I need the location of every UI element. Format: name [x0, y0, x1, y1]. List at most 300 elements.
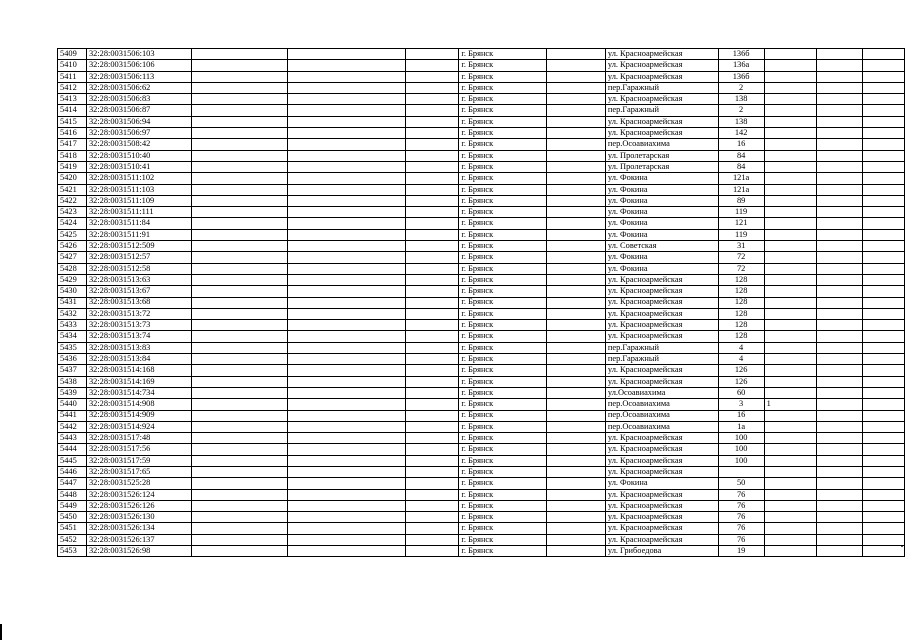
- city-cell: г. Брянск: [459, 308, 547, 319]
- empty-cell: [817, 466, 863, 477]
- empty-cell: [191, 229, 288, 240]
- empty-cell: [547, 534, 606, 545]
- empty-cell: [405, 184, 459, 195]
- empty-cell: [547, 421, 606, 432]
- empty-cell: [817, 263, 863, 274]
- house-number-cell: 4: [718, 354, 764, 365]
- extra-cell: [764, 229, 817, 240]
- empty-cell: [288, 241, 405, 252]
- house-number-cell: 4: [718, 342, 764, 353]
- empty-cell: [405, 534, 459, 545]
- empty-cell: [817, 308, 863, 319]
- street-cell: ул. Красноармейская: [605, 500, 718, 511]
- empty-cell: [191, 410, 288, 421]
- empty-cell: [863, 274, 905, 285]
- row-number-cell: 5426: [58, 241, 87, 252]
- empty-cell: [863, 546, 905, 557]
- city-cell: г. Брянск: [459, 444, 547, 455]
- city-cell: г. Брянск: [459, 105, 547, 116]
- table-row: [58, 150, 905, 161]
- empty-cell: [191, 444, 288, 455]
- street-cell: ул. Красноармейская: [605, 444, 718, 455]
- extra-cell: [764, 433, 817, 444]
- extra-cell: [764, 410, 817, 421]
- table-row: [58, 546, 905, 557]
- cadastral-number-cell: 32:28:0031514:169: [86, 376, 191, 387]
- empty-cell: [191, 286, 288, 297]
- empty-cell: [547, 297, 606, 308]
- empty-cell: [288, 161, 405, 172]
- empty-cell: [191, 342, 288, 353]
- table-row: [58, 207, 905, 218]
- empty-cell: [863, 433, 905, 444]
- street-cell: ул. Красноармейская: [605, 49, 718, 60]
- house-number-cell: 72: [718, 263, 764, 274]
- empty-cell: [191, 308, 288, 319]
- empty-cell: [817, 150, 863, 161]
- house-number-cell: 3: [718, 399, 764, 410]
- empty-cell: [405, 116, 459, 127]
- row-number-cell: 5449: [58, 500, 87, 511]
- house-number-cell: 1а: [718, 421, 764, 432]
- cadastral-number-cell: 32:28:0031526:137: [86, 534, 191, 545]
- street-cell: ул. Фокина: [605, 173, 718, 184]
- city-cell: г. Брянск: [459, 82, 547, 93]
- table-row: [58, 82, 905, 93]
- house-number-cell: [718, 466, 764, 477]
- cadastral-number-cell: 32:28:0031526:124: [86, 489, 191, 500]
- empty-cell: [817, 500, 863, 511]
- cadastral-number-cell: 32:28:0031513:73: [86, 320, 191, 331]
- cadastral-number-cell: 32:28:0031513:84: [86, 354, 191, 365]
- cadastral-number-cell: 32:28:0031506:97: [86, 128, 191, 139]
- house-number-cell: 60: [718, 387, 764, 398]
- empty-cell: [405, 139, 459, 150]
- row-number-cell: 5450: [58, 512, 87, 523]
- empty-cell: [405, 410, 459, 421]
- table-row: [58, 218, 905, 229]
- empty-cell: [288, 195, 405, 206]
- empty-cell: [405, 150, 459, 161]
- empty-cell: [817, 512, 863, 523]
- row-number-cell: 5423: [58, 207, 87, 218]
- empty-cell: [191, 82, 288, 93]
- empty-cell: [863, 399, 905, 410]
- empty-cell: [191, 161, 288, 172]
- extra-cell: [764, 478, 817, 489]
- empty-cell: [863, 286, 905, 297]
- street-cell: ул. Красноармейская: [605, 116, 718, 127]
- extra-cell: [764, 308, 817, 319]
- empty-cell: [817, 546, 863, 557]
- table-row: [58, 49, 905, 60]
- cadastral-number-cell: 32:28:0031526:126: [86, 500, 191, 511]
- street-cell: ул. Грибоедова: [605, 546, 718, 557]
- cadastral-number-cell: 32:28:0031513:68: [86, 297, 191, 308]
- cadastral-number-cell: 32:28:0031512:58: [86, 263, 191, 274]
- empty-cell: [547, 342, 606, 353]
- table-row: [58, 342, 905, 353]
- table-row: [58, 478, 905, 489]
- city-cell: г. Брянск: [459, 252, 547, 263]
- extra-cell: [764, 365, 817, 376]
- city-cell: г. Брянск: [459, 433, 547, 444]
- empty-cell: [191, 94, 288, 105]
- extra-cell: [764, 274, 817, 285]
- empty-cell: [863, 354, 905, 365]
- extra-cell: [764, 94, 817, 105]
- street-cell: ул. Красноармейская: [605, 466, 718, 477]
- empty-cell: [288, 49, 405, 60]
- empty-cell: [405, 60, 459, 71]
- cadastral-number-cell: 32:28:0031512:57: [86, 252, 191, 263]
- empty-cell: [288, 116, 405, 127]
- empty-cell: [288, 263, 405, 274]
- city-cell: г. Брянск: [459, 455, 547, 466]
- house-number-cell: 128: [718, 297, 764, 308]
- empty-cell: [547, 71, 606, 82]
- city-cell: г. Брянск: [459, 263, 547, 274]
- empty-cell: [405, 297, 459, 308]
- empty-cell: [405, 354, 459, 365]
- empty-cell: [191, 455, 288, 466]
- table-row: [58, 512, 905, 523]
- empty-cell: [817, 489, 863, 500]
- street-cell: ул. Советская: [605, 241, 718, 252]
- street-cell: ул. Фокина: [605, 218, 718, 229]
- scan-dust-mark: [901, 546, 903, 547]
- city-cell: г. Брянск: [459, 320, 547, 331]
- empty-cell: [817, 478, 863, 489]
- table-row: [58, 60, 905, 71]
- street-cell: пер.Осоавиахима: [605, 410, 718, 421]
- street-cell: пер.Осоавиахима: [605, 421, 718, 432]
- empty-cell: [405, 500, 459, 511]
- empty-cell: [288, 286, 405, 297]
- empty-cell: [405, 433, 459, 444]
- empty-cell: [547, 60, 606, 71]
- empty-cell: [288, 308, 405, 319]
- extra-cell: [764, 139, 817, 150]
- cadastral-number-cell: 32:28:0031506:94: [86, 116, 191, 127]
- table-row: [58, 139, 905, 150]
- table-row: [58, 433, 905, 444]
- empty-cell: [288, 274, 405, 285]
- empty-cell: [547, 207, 606, 218]
- street-cell: ул. Пролетарская: [605, 161, 718, 172]
- row-number-cell: 5441: [58, 410, 87, 421]
- row-number-cell: 5411: [58, 71, 87, 82]
- city-cell: г. Брянск: [459, 184, 547, 195]
- row-number-cell: 5452: [58, 534, 87, 545]
- empty-cell: [817, 523, 863, 534]
- empty-cell: [863, 466, 905, 477]
- row-number-cell: 5451: [58, 523, 87, 534]
- house-number-cell: 119: [718, 229, 764, 240]
- empty-cell: [191, 421, 288, 432]
- house-number-cell: 128: [718, 274, 764, 285]
- empty-cell: [863, 173, 905, 184]
- table-row: [58, 173, 905, 184]
- house-number-cell: 128: [718, 286, 764, 297]
- empty-cell: [288, 297, 405, 308]
- street-cell: ул. Пролетарская: [605, 150, 718, 161]
- cadastral-number-cell: 32:28:0031511:102: [86, 173, 191, 184]
- extra-cell: [764, 241, 817, 252]
- city-cell: г. Брянск: [459, 365, 547, 376]
- empty-cell: [191, 376, 288, 387]
- cadastral-number-cell: 32:28:0031506:113: [86, 71, 191, 82]
- empty-cell: [863, 263, 905, 274]
- empty-cell: [405, 263, 459, 274]
- row-number-cell: 5425: [58, 229, 87, 240]
- empty-cell: [547, 320, 606, 331]
- empty-cell: [288, 252, 405, 263]
- extra-cell: [764, 49, 817, 60]
- empty-cell: [547, 195, 606, 206]
- empty-cell: [547, 489, 606, 500]
- cadastral-number-cell: 32:28:0031517:56: [86, 444, 191, 455]
- city-cell: г. Брянск: [459, 421, 547, 432]
- empty-cell: [288, 218, 405, 229]
- empty-cell: [405, 252, 459, 263]
- table-row: [58, 116, 905, 127]
- row-number-cell: 5432: [58, 308, 87, 319]
- cadastral-number-cell: 32:28:0031514:168: [86, 365, 191, 376]
- empty-cell: [191, 116, 288, 127]
- extra-cell: [764, 263, 817, 274]
- row-number-cell: 5439: [58, 387, 87, 398]
- extra-cell: [764, 331, 817, 342]
- city-cell: г. Брянск: [459, 376, 547, 387]
- empty-cell: [547, 387, 606, 398]
- empty-cell: [547, 252, 606, 263]
- house-number-cell: 76: [718, 512, 764, 523]
- empty-cell: [405, 365, 459, 376]
- empty-cell: [288, 229, 405, 240]
- empty-cell: [288, 365, 405, 376]
- street-cell: ул. Красноармейская: [605, 60, 718, 71]
- empty-cell: [547, 150, 606, 161]
- empty-cell: [405, 308, 459, 319]
- house-number-cell: 142: [718, 128, 764, 139]
- street-cell: ул.Осоавиахима: [605, 387, 718, 398]
- empty-cell: [191, 139, 288, 150]
- empty-cell: [288, 433, 405, 444]
- empty-cell: [863, 308, 905, 319]
- street-cell: ул. Фокина: [605, 184, 718, 195]
- row-number-cell: 5415: [58, 116, 87, 127]
- street-cell: ул. Красноармейская: [605, 433, 718, 444]
- empty-cell: [191, 354, 288, 365]
- empty-cell: [547, 94, 606, 105]
- empty-cell: [863, 195, 905, 206]
- cadastral-number-cell: 32:28:0031514:734: [86, 387, 191, 398]
- city-cell: г. Брянск: [459, 139, 547, 150]
- street-cell: ул. Красноармейская: [605, 455, 718, 466]
- empty-cell: [817, 297, 863, 308]
- empty-cell: [817, 410, 863, 421]
- empty-cell: [191, 105, 288, 116]
- table-row: [58, 308, 905, 319]
- empty-cell: [817, 229, 863, 240]
- city-cell: г. Брянск: [459, 241, 547, 252]
- empty-cell: [817, 387, 863, 398]
- table-body: [58, 49, 905, 557]
- house-number-cell: 126: [718, 376, 764, 387]
- empty-cell: [405, 105, 459, 116]
- city-cell: г. Брянск: [459, 207, 547, 218]
- extra-cell: [764, 512, 817, 523]
- empty-cell: [288, 173, 405, 184]
- extra-cell: [764, 105, 817, 116]
- row-number-cell: 5424: [58, 218, 87, 229]
- cadastral-number-cell: 32:28:0031512:509: [86, 241, 191, 252]
- cadastral-number-cell: 32:28:0031514:924: [86, 421, 191, 432]
- cadastral-number-cell: 32:28:0031514:908: [86, 399, 191, 410]
- street-cell: ул. Красноармейская: [605, 376, 718, 387]
- street-cell: ул. Фокина: [605, 229, 718, 240]
- extra-cell: [764, 455, 817, 466]
- row-number-cell: 5440: [58, 399, 87, 410]
- empty-cell: [191, 60, 288, 71]
- empty-cell: [191, 489, 288, 500]
- table-row: [58, 71, 905, 82]
- house-number-cell: 138: [718, 94, 764, 105]
- street-cell: ул. Фокина: [605, 207, 718, 218]
- cadastral-number-cell: 32:28:0031513:83: [86, 342, 191, 353]
- row-number-cell: 5416: [58, 128, 87, 139]
- empty-cell: [191, 49, 288, 60]
- city-cell: г. Брянск: [459, 71, 547, 82]
- empty-cell: [288, 387, 405, 398]
- street-cell: пер.Гаражный: [605, 105, 718, 116]
- empty-cell: [863, 376, 905, 387]
- empty-cell: [191, 466, 288, 477]
- house-number-cell: 89: [718, 195, 764, 206]
- table-row: [58, 320, 905, 331]
- empty-cell: [863, 116, 905, 127]
- house-number-cell: 100: [718, 433, 764, 444]
- street-cell: ул. Красноармейская: [605, 94, 718, 105]
- cadastral-number-cell: 32:28:0031513:74: [86, 331, 191, 342]
- empty-cell: [817, 139, 863, 150]
- extra-cell: [764, 523, 817, 534]
- empty-cell: [863, 342, 905, 353]
- empty-cell: [547, 105, 606, 116]
- city-cell: г. Брянск: [459, 49, 547, 60]
- empty-cell: [405, 229, 459, 240]
- empty-cell: [288, 105, 405, 116]
- street-cell: ул. Красноармейская: [605, 320, 718, 331]
- empty-cell: [288, 376, 405, 387]
- empty-cell: [288, 466, 405, 477]
- empty-cell: [547, 455, 606, 466]
- empty-cell: [405, 489, 459, 500]
- house-number-cell: 76: [718, 500, 764, 511]
- house-number-cell: 138: [718, 116, 764, 127]
- empty-cell: [191, 534, 288, 545]
- empty-cell: [817, 94, 863, 105]
- empty-cell: [405, 207, 459, 218]
- empty-cell: [405, 320, 459, 331]
- cadastral-number-cell: 32:28:0031508:42: [86, 139, 191, 150]
- empty-cell: [547, 274, 606, 285]
- street-cell: ул. Красноармейская: [605, 274, 718, 285]
- street-cell: ул. Фокина: [605, 195, 718, 206]
- cadastral-number-cell: 32:28:0031506:103: [86, 49, 191, 60]
- empty-cell: [863, 387, 905, 398]
- empty-cell: [405, 478, 459, 489]
- street-cell: ул. Фокина: [605, 263, 718, 274]
- table-row: [58, 286, 905, 297]
- empty-cell: [863, 229, 905, 240]
- empty-cell: [863, 534, 905, 545]
- empty-cell: [863, 444, 905, 455]
- empty-cell: [288, 320, 405, 331]
- house-number-cell: 121а: [718, 173, 764, 184]
- street-cell: пер.Осоавиахима: [605, 139, 718, 150]
- table-row: [58, 444, 905, 455]
- empty-cell: [191, 546, 288, 557]
- cadastral-number-cell: 32:28:0031526:134: [86, 523, 191, 534]
- empty-cell: [405, 455, 459, 466]
- city-cell: г. Брянск: [459, 354, 547, 365]
- empty-cell: [547, 512, 606, 523]
- street-cell: пер.Гаражный: [605, 342, 718, 353]
- empty-cell: [288, 354, 405, 365]
- empty-cell: [863, 207, 905, 218]
- row-number-cell: 5434: [58, 331, 87, 342]
- table-row: [58, 399, 905, 410]
- cadastral-number-cell: 32:28:0031513:67: [86, 286, 191, 297]
- empty-cell: [547, 365, 606, 376]
- empty-cell: [191, 433, 288, 444]
- empty-cell: [191, 128, 288, 139]
- row-number-cell: 5445: [58, 455, 87, 466]
- empty-cell: [191, 71, 288, 82]
- empty-cell: [191, 500, 288, 511]
- table-row: [58, 241, 905, 252]
- house-number-cell: 100: [718, 455, 764, 466]
- cadastral-number-cell: 32:28:0031514:909: [86, 410, 191, 421]
- empty-cell: [863, 184, 905, 195]
- empty-cell: [191, 399, 288, 410]
- extra-cell: [764, 534, 817, 545]
- city-cell: г. Брянск: [459, 466, 547, 477]
- extra-cell: 1: [764, 399, 817, 410]
- empty-cell: [288, 421, 405, 432]
- extra-cell: [764, 500, 817, 511]
- row-number-cell: 5409: [58, 49, 87, 60]
- row-number-cell: 5443: [58, 433, 87, 444]
- table-row: [58, 410, 905, 421]
- cadastral-number-cell: 32:28:0031517:65: [86, 466, 191, 477]
- empty-cell: [405, 94, 459, 105]
- empty-cell: [547, 433, 606, 444]
- street-cell: ул. Красноармейская: [605, 489, 718, 500]
- city-cell: г. Брянск: [459, 128, 547, 139]
- empty-cell: [191, 263, 288, 274]
- cadastral-number-cell: 32:28:0031525:28: [86, 478, 191, 489]
- empty-cell: [405, 376, 459, 387]
- table-row: [58, 94, 905, 105]
- city-cell: г. Брянск: [459, 342, 547, 353]
- row-number-cell: 5419: [58, 161, 87, 172]
- row-number-cell: 5413: [58, 94, 87, 105]
- empty-cell: [405, 342, 459, 353]
- table-row: [58, 184, 905, 195]
